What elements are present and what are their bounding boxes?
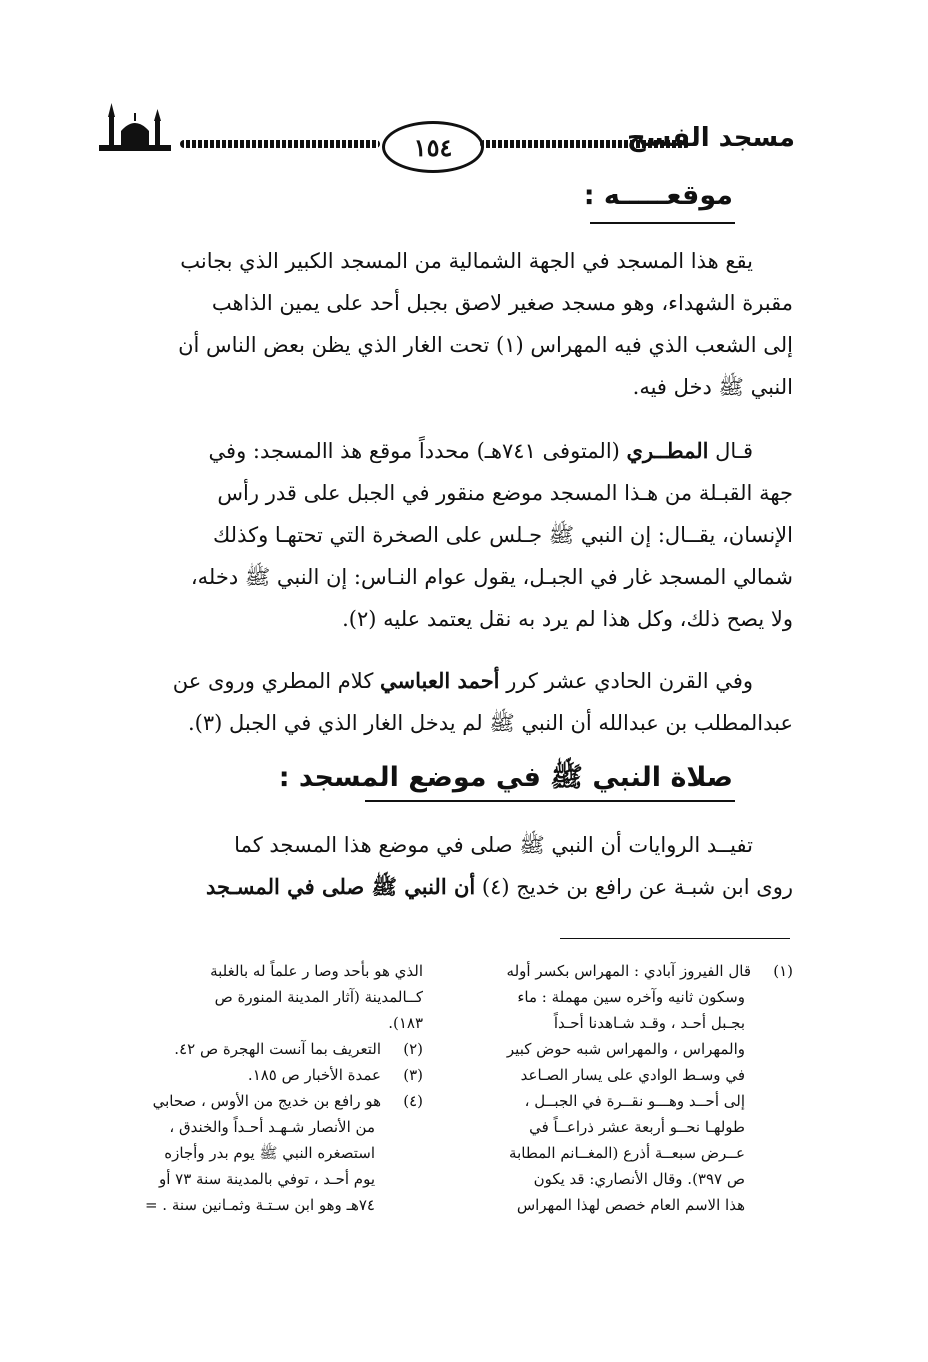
footnote-line: بجـبل أحـد ، وقـد شـاهدنا أحـداً (553, 1014, 745, 1032)
text-line: يقع هذا المسجد في الجهة الشمالية من المسجد الكبير الذي بجانب (180, 249, 753, 273)
footnotes-right-column (463, 958, 793, 1218)
bold-name: المطــري (626, 438, 709, 463)
footnote-line: ص ٣٩٧). وقال الأنصاري: قد يكون (533, 1170, 745, 1188)
section-heading-prayer: صلاة النبي ﷺ في موضع المسجد : (278, 762, 733, 793)
footnote-number: (١) (773, 962, 793, 980)
text-line (93, 866, 793, 908)
footnote-number: (٤) (403, 1092, 423, 1110)
footnote-number: (٢) (403, 1040, 423, 1058)
footnote-text: قال الفيروز آبادي : المهراس بكسر أوله (506, 962, 751, 980)
heading-underline (365, 800, 735, 802)
mosque-icon (95, 95, 175, 157)
footnote-line (93, 1088, 423, 1114)
heading-underline (590, 222, 735, 224)
text-line: جهة القبـلة من هـذا المسجد موضع منقور في الجبل على قدر رأس (217, 481, 793, 505)
bold-phrase: أن النبي ﷺ صلى في المسـجد (205, 874, 476, 899)
text-line: النبي ﷺ دخل فيه. (632, 375, 793, 399)
text-line: مقبرة الشهداء، وهو مسجد صغير لاصق بجبل أحد على يمين الذاهب (211, 291, 793, 315)
footnote-line (93, 1036, 423, 1062)
text-line: إلى الشعب الذي فيه المهراس (١) تحت الغار الذي يظن بعض الناس أن (178, 333, 793, 357)
footnote-line: والمهراس ، والمهراس شبه حوض كبير (506, 1040, 745, 1058)
footnote-line (463, 958, 793, 984)
footnote-line (93, 1062, 423, 1088)
text-line: الإنسان، يقــال: إن النبي ﷺ جـلس على الصخرة التي تحتهـا وكذلك (212, 523, 793, 547)
footnote-text: هو رافع بن خديج من الأوس ، صحابي (152, 1092, 381, 1110)
footnote-line: طولهـا نحــو أربعة عشر ذراعــاً في (529, 1118, 745, 1136)
text-line: وفي القرن الحادي عشر كرر أحمد العباسي كلام المطري وروى عن (172, 668, 753, 693)
paragraph-abbasi (93, 660, 793, 744)
footnote-line: وسكون ثانيه وآخره سين مهملة : ماء (517, 988, 745, 1006)
text-line: قـال المطــري (المتوفى ٧٤١هـ) محدداً موقع هذ االمسجد: وفي (208, 438, 753, 463)
bold-name: أحمد العباسي (380, 668, 500, 693)
text-segment: روى ابن شبـة عن رافع بن خديج (٤) (481, 875, 793, 899)
footnote-separator (560, 938, 790, 939)
text-line: عبدالمطلب بن عبدالله أن النبي ﷺ لم يدخل الغار الذي في الجبل (٣). (187, 711, 793, 735)
text-line: ولا يصح ذلك، وكل هذا لم يرد به نقل يعتمد عليه (٢). (342, 607, 793, 631)
header-ornament-left (180, 140, 380, 148)
page-number: ١٥٤ (382, 121, 484, 173)
footnote-line: يوم أحـد ، توفي بالمدينة سنة ٧٣ أو (158, 1170, 375, 1188)
paragraph-location (93, 240, 793, 408)
paragraph-mutari (93, 430, 793, 640)
text-line: تفيــد الروايات أن النبي ﷺ صلى في موضع هذا المسجد كما (234, 833, 753, 857)
footnote-line: إلى أحــد وهـــو نقــرة في الجبــل ، (524, 1092, 745, 1110)
paragraph-prayer (93, 824, 793, 908)
footnote-text: عمدة الأخبار ص ١٨٥. (247, 1066, 381, 1084)
footnote-line: عــرض سبعــة أذرع (المغــانم المطابة (509, 1144, 745, 1162)
footnote-line: ٧٤هـ وهو ابن سـتـة وثمـانين سنة . = (144, 1196, 375, 1214)
footnote-line: في وسـط الوادي على يسار الصـاعد (520, 1066, 745, 1084)
page-header (95, 95, 795, 165)
section-heading-location: موقعـــــه : (583, 180, 733, 211)
text-line: شمالي المسجد غار في الجبـل، يقول عوام النـاس: إن النبي ﷺ دخله، (190, 565, 793, 589)
footnote-line: كــالمدينة (آثار المدينة المنورة ص (214, 988, 423, 1006)
running-title: مسجد الفسح (627, 123, 795, 153)
footnote-line: من الأنصار شـهـد أحـداً والخندق ، (169, 1118, 375, 1136)
footnote-text: التعريف بما آنست الهجرة ص ٤٢. (174, 1040, 381, 1058)
footnote-line: الذي هو بأحد وصا ر علماً له بالغلبة (210, 962, 423, 980)
footnote-number: (٣) (403, 1066, 423, 1084)
footnote-line: هذا الاسم العام خصص لهذا المهراس (516, 1196, 745, 1214)
footnotes-left-column (93, 958, 423, 1218)
footnote-line: استصغره النبي ﷺ يوم بدر وأجازه (164, 1144, 375, 1162)
footnote-line: ١٨٣). (388, 1014, 423, 1032)
